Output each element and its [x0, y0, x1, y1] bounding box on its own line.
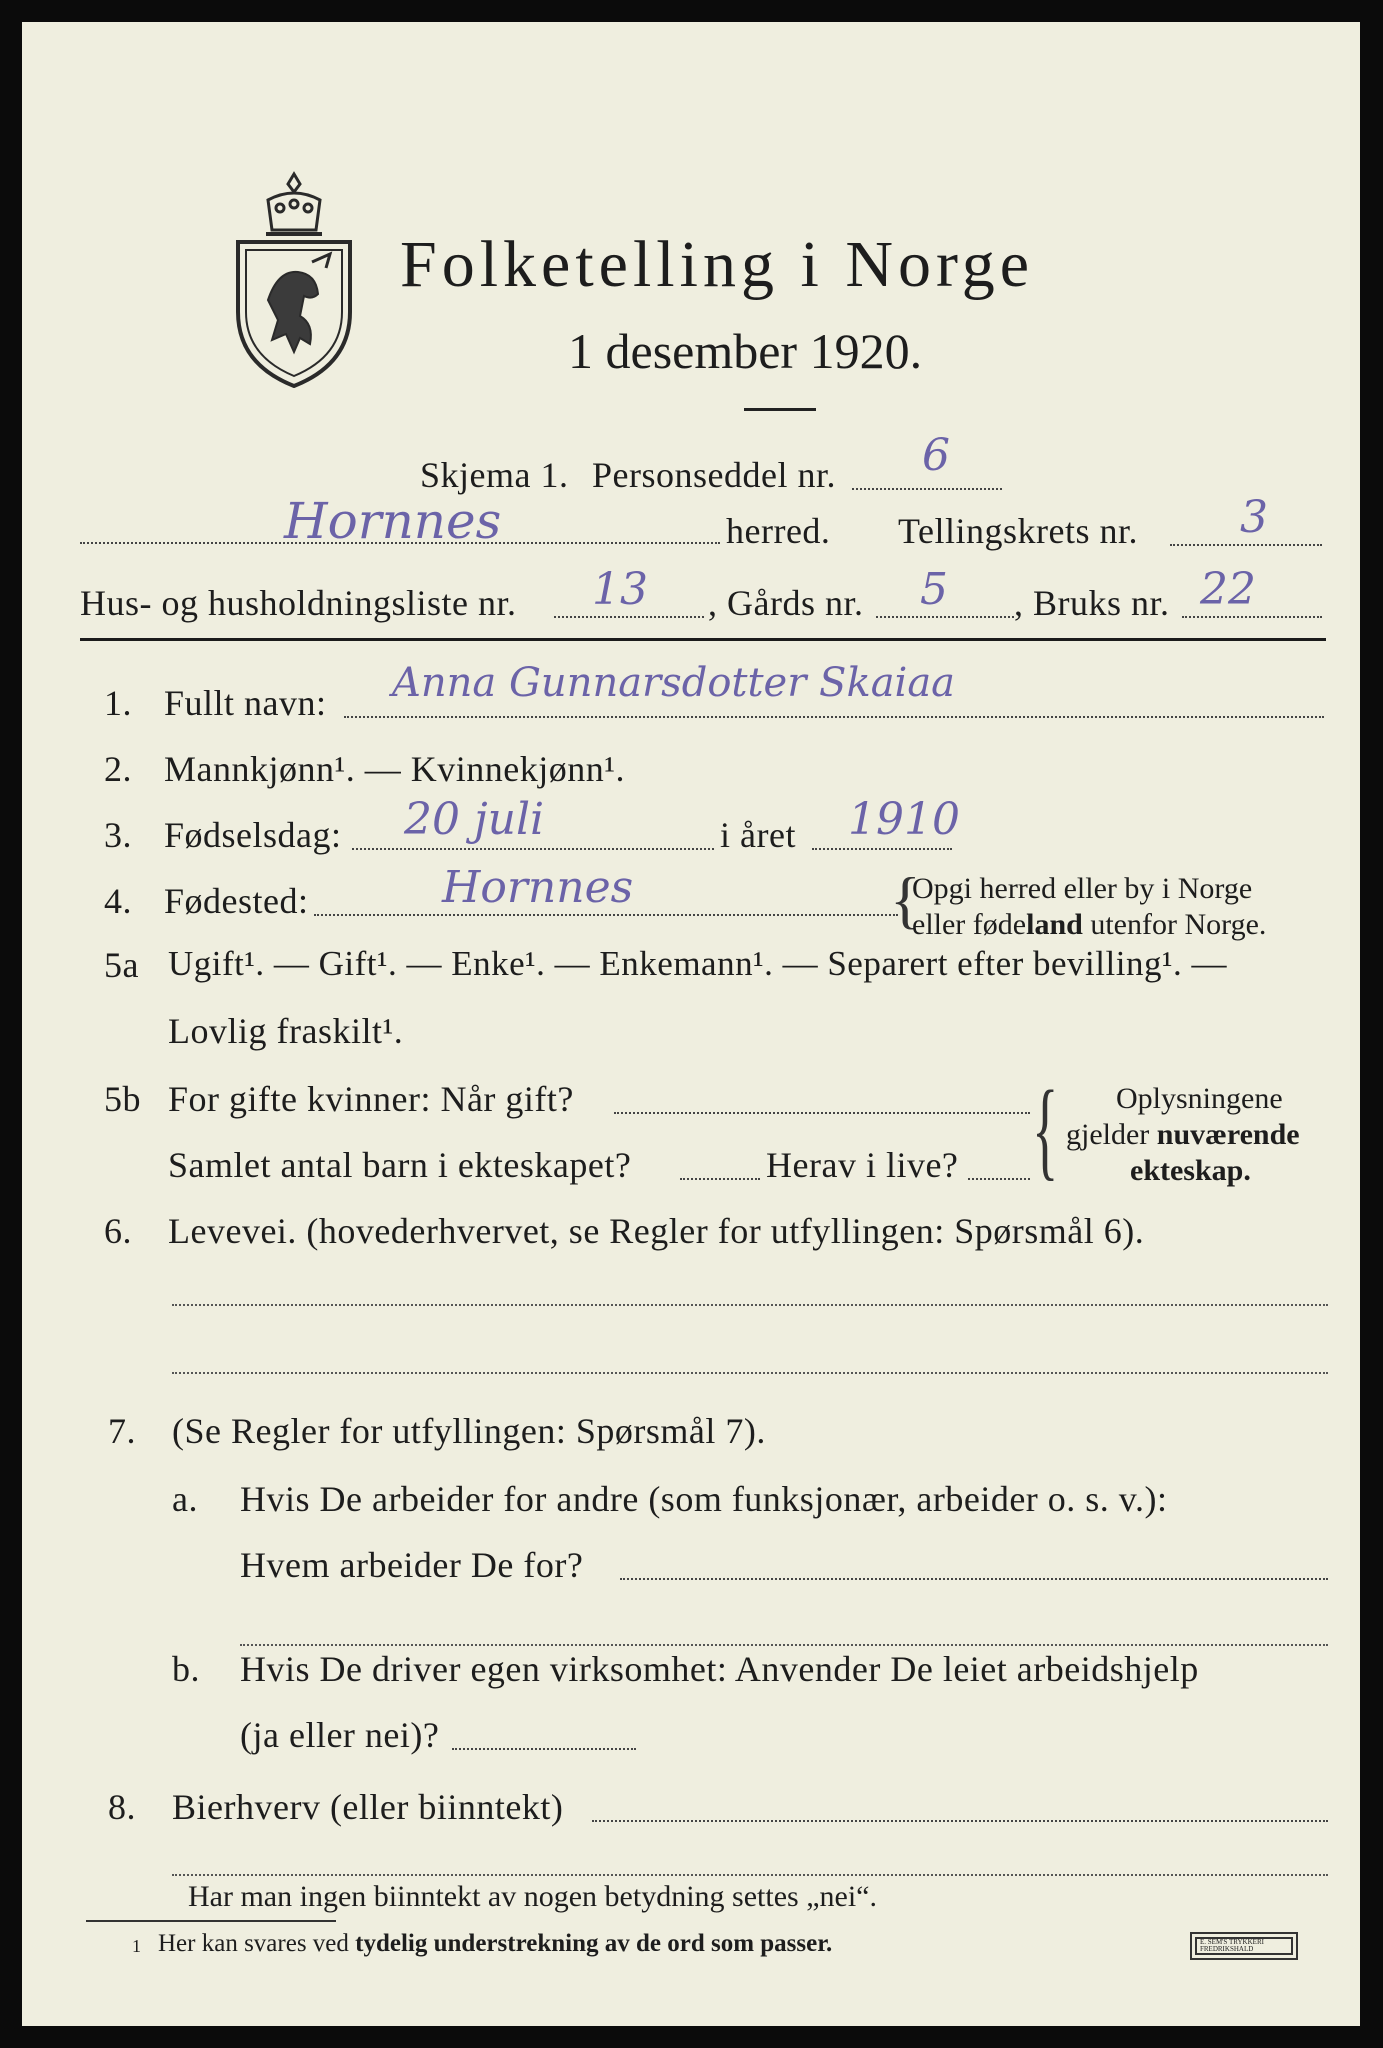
q5b-married-line: [614, 1112, 1030, 1114]
q5b-children-line: [680, 1178, 760, 1180]
q3-year-line: [812, 848, 952, 850]
q7a-letter: a.: [172, 1479, 198, 1519]
q1-value: Anna Gunnarsdotter Skaiaa: [392, 660, 956, 706]
q4-label: Fødested:: [164, 881, 309, 921]
q5b-note-line2: gjelder nuværende: [1066, 1118, 1300, 1151]
q5a-line2: Lovlig fraskilt¹.: [168, 1011, 404, 1051]
q6-answer-line-2: [172, 1372, 1328, 1374]
q8-answer-line: [592, 1820, 1328, 1822]
q7a-line1: Hvis De arbeider for andre (som funksjonær, arbeider o. s. v.):: [240, 1479, 1168, 1519]
coat-of-arms-logo: [228, 170, 360, 388]
hus-line: [554, 616, 704, 618]
q8-label: Bierhverv (eller biinntekt): [172, 1787, 564, 1827]
q2-number: 2.: [104, 749, 132, 789]
personseddel-value: 6: [922, 430, 950, 481]
q6-number: 6.: [104, 1211, 132, 1251]
census-form: [22, 22, 1360, 2026]
q4-brace: {: [890, 864, 921, 935]
q2-label: Mannkjønn¹. — Kvinnekjønn¹.: [164, 749, 626, 789]
personseddel-label: Personseddel nr.: [592, 455, 836, 495]
gaards-label: , Gårds nr.: [708, 583, 864, 623]
q3-label: Fødselsdag:: [164, 815, 342, 855]
q5b-note-line3: ekteskap.: [1130, 1154, 1251, 1187]
herred-value: Hornnes: [284, 492, 502, 550]
q7-label: (Se Regler for utfyllingen: Spørsmål 7).: [172, 1411, 766, 1451]
q5b-number: 5b: [104, 1079, 141, 1119]
q5b-note-line1: Oplysningene: [1116, 1082, 1283, 1115]
q4-value: Hornnes: [442, 862, 634, 913]
bruks-line: [1182, 616, 1322, 618]
q3-year-label: i året: [720, 815, 796, 855]
q4-note-line1: Opgi herred eller by i Norge: [912, 872, 1253, 905]
gaards-value: 5: [920, 564, 948, 615]
hus-value: 13: [592, 564, 648, 615]
q3-line: [352, 848, 714, 850]
footnote-number: 1: [132, 1936, 141, 1956]
q8-note: Har man ingen biinntekt av nogen betydning settes „nei“.: [188, 1880, 877, 1913]
q5b-alive-line: [968, 1178, 1030, 1180]
bruks-value: 22: [1200, 564, 1256, 615]
q4-line: [314, 914, 898, 916]
q7b-line1: Hvis De driver egen virksomhet: Anvender De leiet arbeidshjelp: [240, 1649, 1199, 1689]
q1-number: 1.: [104, 683, 132, 723]
q7-number: 7.: [108, 1411, 136, 1451]
q3-number: 3.: [104, 815, 132, 855]
q1-line: [344, 716, 1324, 718]
q7b-answer-line: [452, 1748, 636, 1750]
skjema-label: Skjema 1.: [420, 455, 569, 495]
title-rule: [744, 408, 816, 411]
q5b-children-label: Samlet antal barn i ekteskapet?: [168, 1145, 632, 1185]
bruks-label: , Bruks nr.: [1014, 583, 1170, 623]
q4-note-line2: eller fødeland utenfor Norge.: [912, 908, 1267, 941]
footnote-rule: [86, 1920, 336, 1922]
q5a-number: 5a: [104, 945, 139, 985]
herred-label: herred.: [726, 511, 831, 551]
q7a-answer-line: [240, 1644, 1328, 1646]
q4-number: 4.: [104, 881, 132, 921]
q6-label: Levevei. (hovederhvervet, se Regler for utfyllingen: Spørsmål 6).: [168, 1211, 1145, 1251]
q8-answer-line-2: [172, 1874, 1328, 1876]
q5b-alive-label: Herav i live?: [766, 1145, 959, 1185]
q5a-line1: Ugift¹. — Gift¹. — Enke¹. — Enkemann¹. — Separert efter bevilling¹. —: [168, 944, 1227, 983]
q5b-line1: For gifte kvinner: Når gift?: [168, 1079, 574, 1119]
tellingskrets-line: [1170, 544, 1322, 546]
gaards-line: [876, 616, 1014, 618]
q3-year-value: 1910: [848, 794, 960, 845]
q7a-line2: Hvem arbeider De for?: [240, 1545, 584, 1585]
q7b-line2: (ja eller nei)?: [240, 1715, 440, 1755]
header-divider: [80, 638, 1326, 641]
form-title: Folketelling i Norge: [400, 228, 1035, 301]
q7b-letter: b.: [172, 1649, 200, 1689]
q7a-employer-line: [620, 1578, 1328, 1580]
q3-value: 20 juli: [404, 794, 545, 845]
tellingskrets-value: 3: [1240, 492, 1268, 543]
q6-answer-line-1: [172, 1304, 1328, 1306]
footnote-text: Her kan svares ved tydelig understrekning av de ord som passer.: [158, 1930, 833, 1957]
q5b-brace: {: [1032, 1068, 1059, 1190]
printer-stamp: E. SEM'S TRYKKERI FREDRIKSHALD: [1190, 1932, 1298, 1960]
q1-label: Fullt navn:: [164, 683, 327, 723]
q8-number: 8.: [108, 1787, 136, 1827]
census-date: 1 desember 1920.: [568, 323, 923, 379]
personseddel-line: [852, 488, 1002, 490]
tellingskrets-label: Tellingskrets nr.: [898, 511, 1138, 551]
hus-label: Hus- og husholdningsliste nr.: [80, 583, 517, 623]
